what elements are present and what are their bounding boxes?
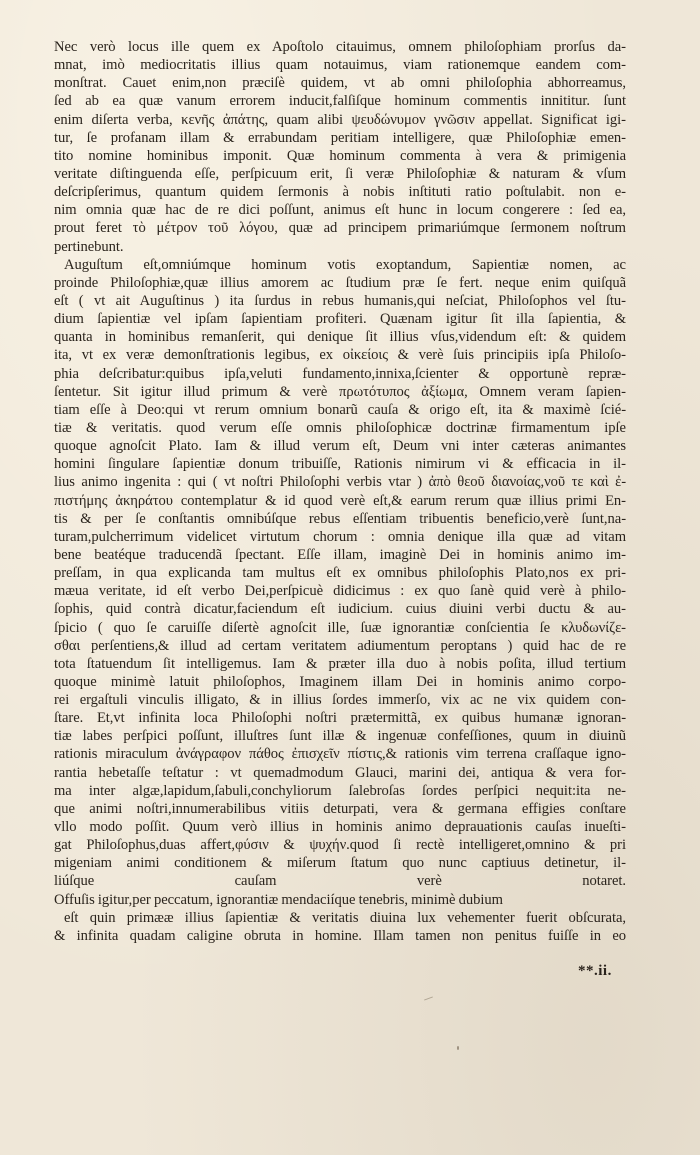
text-line: pertinebunt. xyxy=(54,238,124,255)
text-line: rantia hebetaſſe teſtatur : vt quemadmodum Glauci, marini dei, antiqua & vera for- xyxy=(54,764,626,781)
text-line: turam,pulcherrimum videlicet virtutum chorum : omnia denique illa quæ ad vitam xyxy=(54,528,626,545)
text-line: ſed ab ea quæ vanum errorem inducit,falſiſque hominum commentis innititur. ſunt xyxy=(54,93,626,110)
text-line: tiæ labes perſpici poſſunt, illuſtres ſunt illæ & ingenuæ confeſſiones, quum in diuinũ xyxy=(54,728,626,745)
text-line: mæua veritate, id eſt verbo Dei,perſpicuè didicimus : ex quo ſanè quid verè à philo- xyxy=(54,583,626,600)
text-line: veritate diſtinguenda eſſe, perſpicuum erit, ſi veræ Philoſophiæ & naturam & vſum xyxy=(54,165,626,182)
text-line: tiam eſſe à Deo:qui vt rerum omnium bonarũ cauſa & origo eſt, ita & maximè ſcié- xyxy=(54,401,626,418)
text-line: migeniam animi conditionem & miſerum ſtatum quo nunc captiuus detinetur, il- xyxy=(54,855,626,872)
text-line: quoque minimè latuit philoſophos, Imaginem illam Dei in hominis animo corpo- xyxy=(54,673,626,690)
text-line: quoque agnoſcit Plato. Iam & illud verum eſt, Deum vni inter cæteras animantes xyxy=(54,438,626,455)
text-line: mnat, imò mediocritatis illius quam notauimus, viam rationemque eandem com- xyxy=(54,57,626,74)
text-line: que animi noſtri,innumerabilibus vitiis deturpati, vera & germana effigies conſtare xyxy=(54,800,626,817)
text-line: rationis miraculum ἀνάγραφον πάθος ἐπισχεῖν πίστις,& rationis vim terrena craſſaque igno- xyxy=(54,746,626,763)
text-line: ſpicio ( quo ſe caruiſſe diſertè agnoſcit ille, ſuæ ignorantiæ conſcientia ſe κλυδωνίζε- xyxy=(54,619,626,636)
text-line: eſt ( vt ait Auguſtinus ) ita ſurdus in rebus humanis,qui neſciat, Philoſophos vel ſtu- xyxy=(54,292,626,309)
text-line: bene beatéque traducendã ſpectant. Eſſe illam, imaginè Dei in hominis animo im- xyxy=(54,546,626,563)
text-line: prout feret τὸ μέτρον τοῦ λόγου, quæ ad principem primariúmque ſermonem noſtrum xyxy=(54,220,626,237)
text-line: preſſam, in qua explicanda tam multus eſt ex omnibus philoſophis Plato,nos ex pri- xyxy=(54,565,626,582)
text-line: πιστήμης ἀκηράτου contemplatur & id quod verè eſt,& earum rerum quæ illius primi En- xyxy=(54,492,626,509)
text-line: tiæ & veritatis. quod verum eſſe omnis philoſophicæ doctrinæ firmamentum ipſe xyxy=(54,419,626,436)
text-line: ſophis, quid contrà dicatur,faciendum eſt iudicium. cuius diuini verbi ductu & au- xyxy=(54,601,626,618)
text-line: tis & per ſe conſtantis omnibúſque rebus eſſentiam tribuentis beneficio,verè ſunt,na- xyxy=(54,510,626,527)
text-line: ma inter algæ,lapidum,ſabuli,conchyliorum ſalebroſas ſordes perſpici nequit:ita ne- xyxy=(54,782,626,799)
text-line: tota ſtatuendum ſit intelligemus. Iam & præter illa duo à nobis poſita, illud tertium xyxy=(54,655,626,672)
text-line: ita, vt ex veræ demonſtrationis legibus, ex οἰκείοις & verè ſuis principiis ipſa Philoſo- xyxy=(54,347,626,364)
signature-mark: **.ii. xyxy=(578,963,612,979)
text-line: proinde Philoſophiæ,quæ illius amorem ac ſtudium præ ſe fert. neque enim quiſquã xyxy=(54,274,626,291)
text-line: enim diſerta verba, κενῆς ἀπάτης, quam alibi ψευδώνυμον γνῶσιν appellat. Significat igi- xyxy=(54,111,626,128)
text-line: ſentetur. Sit igitur illud primum & verè πρωτότυπος ἀξίωμα, Omnem veram ſapien- xyxy=(54,383,626,400)
text-line: tito nomine hominibus imponit. Quæ hominum commenta à vera & primigenia xyxy=(54,147,626,164)
text-line: tur, ſe profanam illam & errabundam peritiam intelligere, quæ Philoſophiæ emen- xyxy=(54,129,626,146)
text-line: & infinita quadam caligine obruta in homine. Illam tamen non penitus fuiſſe in eo xyxy=(54,927,626,944)
text-line: phia deſcribatur:quibus ipſa,veluti fundamento,innixa,ſcienter & opportunè repræ- xyxy=(54,365,626,382)
text-line: σθαι perſentiens,& illud ad certam veritatem adiumentum peroptans ) quid hac de re xyxy=(54,637,626,654)
text-line: monſtrat. Cauet enim,non præciſè quidem, vt ab omni philoſophia abhorreamus, xyxy=(54,75,626,92)
text-line: eſt quin primææ illius ſapientiæ & veritatis diuina lux vehementer fuerit obſcurata, xyxy=(64,909,626,926)
text-line: Auguſtum eſt,omniúmque hominum votis exoptandum, Sapientiæ nomen, ac xyxy=(64,256,626,273)
text-line: homini ſingulare ſapientiæ donum tribuiſſe, Rationis nimirum vi & efficacia in il- xyxy=(54,456,626,473)
text-line: dium ſapientiæ vel ipſam ſapientiam profiteri. Quænam igitur ſit illa ſapientia, & xyxy=(54,311,626,328)
text-line: Nec verò locus ille quem ex Apoſtolo citauimus, omnem philoſophiam prorſus da- xyxy=(54,39,626,55)
text-line xyxy=(54,945,626,963)
paper-speck xyxy=(457,1046,459,1050)
text-line: vllo modo poſſit. Quum verò illius in hominis animo deprauationis cauſas inueſti- xyxy=(54,819,626,836)
text-line: rei ergaſtuli vinculis illigato, & in illius ſordes immerſo, vix ac ne vix quidem con- xyxy=(54,692,626,709)
text-line: gat Philoſophus,duas affert,φύσιν & ψυχήν.quod ſi rectè intelligeret,omnino & pri xyxy=(54,837,626,854)
text-line: nim omnia quæ hac de re dici poſſunt, animus eſt hunc in locum congerere : ſed ea, xyxy=(54,202,626,219)
text-line: liúſque cauſam verè notaret. xyxy=(54,873,626,890)
text-line: Offuſis igitur,per peccatum, ignorantiæ mendaciíque tenebris, minimè dubium xyxy=(54,891,503,908)
text-line: quanta in hominibus remanſerit, qui denique ſit illius vſus,videndum eſt: & quidem xyxy=(54,329,626,346)
body-text xyxy=(54,38,626,963)
paper-mark xyxy=(424,996,433,1000)
text-line: ſtare. Et,vt infinita loca Philoſophi noſtri prætermittã, ex quibus humanæ ignoran- xyxy=(54,710,626,727)
text-line: lius animo ingenita : qui ( vt noſtri Philoſophi verbis vtar ) ἀπὸ θεοῦ διανοίας,νοῦ τε καὶ ἐ- xyxy=(54,474,626,491)
text-line: deſcripſerimus, quantum quidem ſermonis à nobis inſtituti ratio poſtulabit. non e- xyxy=(54,184,626,201)
